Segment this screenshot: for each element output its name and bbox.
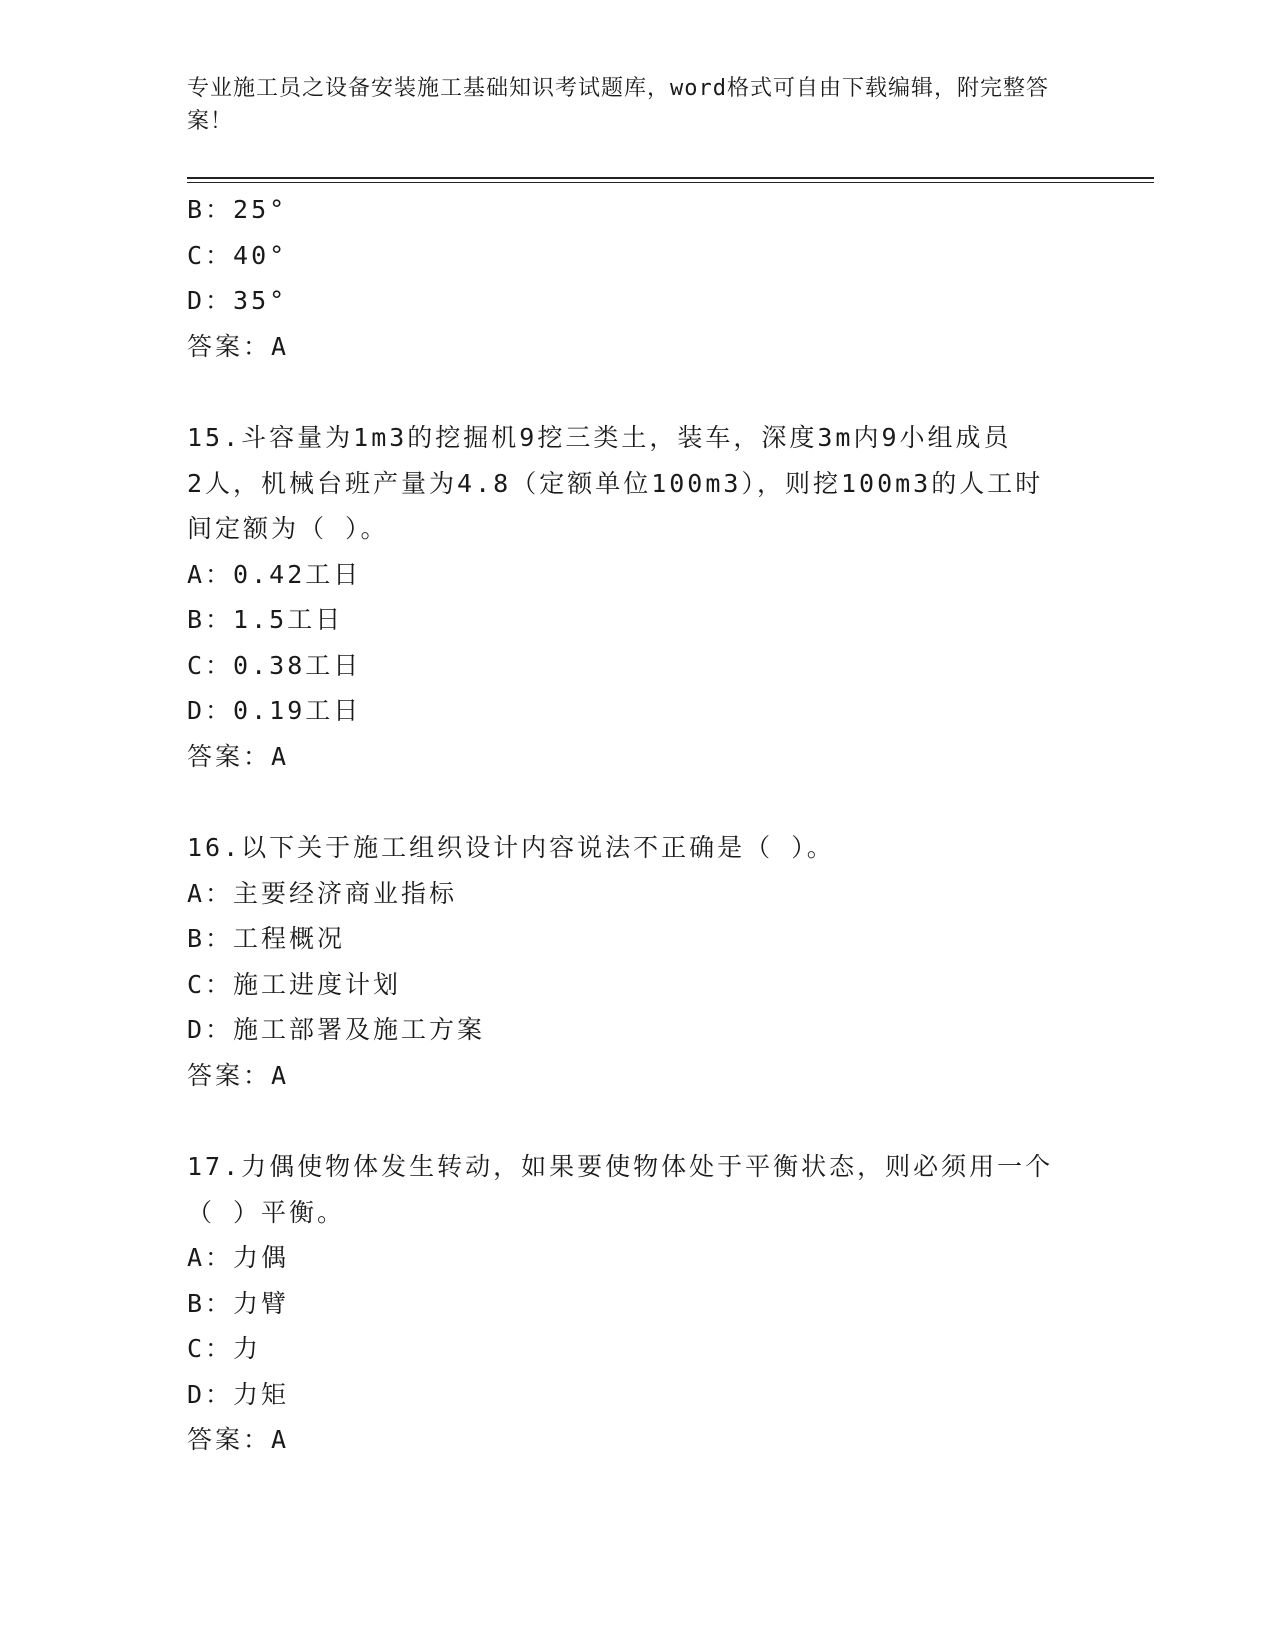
question-16	[187, 825, 1087, 1098]
option-d: D：施工部署及施工方案	[187, 1015, 486, 1044]
spacer	[187, 779, 1087, 825]
option-a: A：主要经济商业指标	[187, 878, 458, 908]
option-a: A：力偶	[187, 1243, 290, 1272]
question-text-line: 17.力偶使物体发生转动，如果要使物体处于平衡状态，则必须用一个	[187, 1152, 1054, 1181]
option-b: B：25°	[187, 195, 288, 224]
question-text-line: 间定额为（ ）。	[187, 514, 389, 543]
question-15	[187, 415, 1087, 779]
header-divider-thin	[187, 182, 1154, 183]
question-text-line: （ ）平衡。	[187, 1197, 346, 1227]
answer-line: 答案：A	[187, 1060, 290, 1090]
answer-line: 答案：A	[187, 1425, 290, 1454]
option-d: D：力矩	[187, 1379, 290, 1409]
document-header	[187, 72, 1067, 138]
option-b: B：力臂	[187, 1288, 290, 1318]
option-c: C：力	[187, 1334, 262, 1363]
answer-line: 答案：A	[187, 331, 290, 361]
option-a: A：0.42工日	[187, 559, 362, 589]
question-17	[187, 1144, 1087, 1463]
option-c: C：0.38工日	[187, 650, 362, 680]
option-c: C：施工进度计划	[187, 969, 402, 999]
spacer	[187, 1098, 1087, 1144]
option-c: C：40°	[187, 240, 288, 270]
question-continuation	[187, 187, 1087, 369]
spacer	[187, 369, 1087, 415]
header-text: 专业施工员之设备安装施工基础知识考试题库，word格式可自由下载编辑，附完整答案！	[187, 76, 1049, 134]
answer-line: 答案：A	[187, 741, 290, 771]
option-d: D：35°	[187, 286, 288, 315]
question-text-line: 16.以下关于施工组织设计内容说法不正确是（ ）。	[187, 833, 835, 862]
question-list	[187, 187, 1087, 1463]
question-text-line: 15.斗容量为1m3的挖掘机9挖三类土，装车，深度3m内9小组成员	[187, 423, 1012, 452]
option-b: B：1.5工日	[187, 605, 344, 634]
option-d: D：0.19工日	[187, 696, 362, 725]
question-text-line: 2人，机械台班产量为4.8（定额单位100m3），则挖100m3的人工时	[187, 468, 1044, 498]
header-divider-thick	[187, 177, 1154, 179]
option-b: B：工程概况	[187, 924, 346, 953]
